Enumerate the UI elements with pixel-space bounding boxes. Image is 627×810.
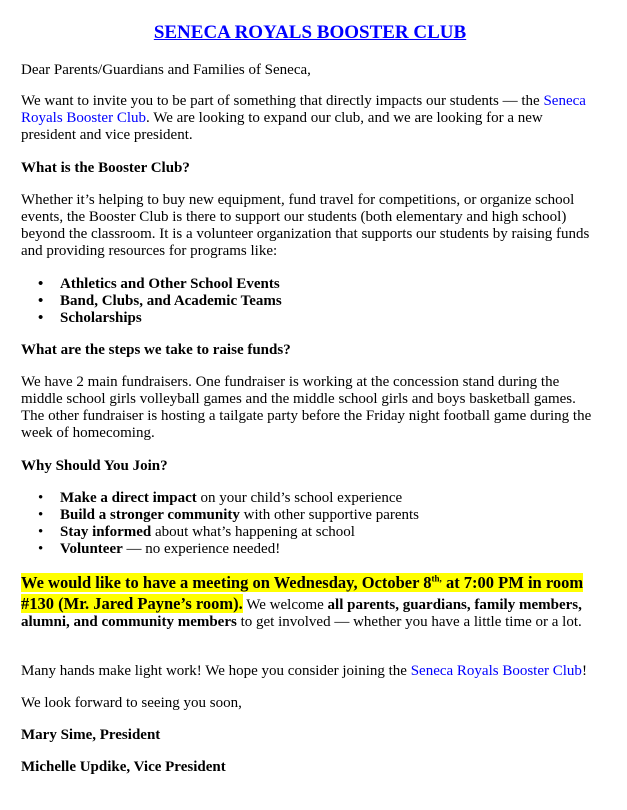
closing-line: We look forward to seeing you soon, [21,695,242,711]
reasons-list [21,490,601,558]
list-item: • Scholarships [21,310,601,327]
list-item: • Athletics and Other School Events [21,276,601,293]
club-link: Seneca Royals Booster Club [21,93,586,126]
intro-paragraph: We want to invite you to be part of something that directly impacts our students — the Seneca Royals Booster Club. We are looking to expand our club, and we are looking for a new president and vice president. [21,93,586,143]
list-item: • Band, Clubs, and Academic Teams [21,293,601,310]
signature-president: Mary Sime, President [21,727,161,743]
club-link: Seneca Royals Booster Club [410,663,582,679]
meeting-paragraph: We would like to have a meeting on Wednesday, October $8^{th,}$ at 7:00 PM in room #130 (Mr. Jared Payne’s room). We welcome all parents, guardians, family members, alumni, and community members to get involved — whether you have a little time or a lot. [21,573,584,630]
programs-list [21,276,601,327]
heading-fundraising: What are the steps we take to raise funds? [21,342,291,358]
heading-why-join: Why Should You Join? [21,458,168,474]
greeting: Dear Parents/Guardians and Families of Seneca, [21,62,311,78]
fundraising-paragraph: We have 2 main fundraisers. One fundraiser is working at the concession stand during the middle school girls volleyball games and the middle school girls and boys basketball games. The other fundraiser is hosting a tailgate party before the Friday night football game during the week of homecoming. [21,374,592,441]
document-title: SENECA ROYALS BOOSTER CLUB [153,22,467,43]
list-item: • Build a stronger community with other supportive parents [21,507,601,524]
signature-vice-president: Michelle Updike, Vice President [21,759,226,775]
heading-what-is: What is the Booster Club? [21,160,190,176]
list-item: • Make a direct impact on your child’s school experience [21,490,601,507]
closing-paragraph: Many hands make light work! We hope you consider joining the Seneca Royals Booster Club! [21,663,587,679]
meeting-highlight: We would like to have a meeting on Wednesday, October $8^{th,}$ at 7:00 PM in room #130 (Mr. Jared Payne’s room). [21,573,584,613]
list-item: • Stay informed about what’s happening at school [21,524,601,541]
list-item: • Volunteer — no experience needed! [21,541,601,558]
what-is-paragraph: Whether it’s helping to buy new equipment, fund travel for competitions, or organize school events, the Booster Club is there to support our students (both elementary and high school) beyond the classroom. It is a volunteer organization that supports our students by raising funds and providing resources for programs like: [21,192,590,259]
